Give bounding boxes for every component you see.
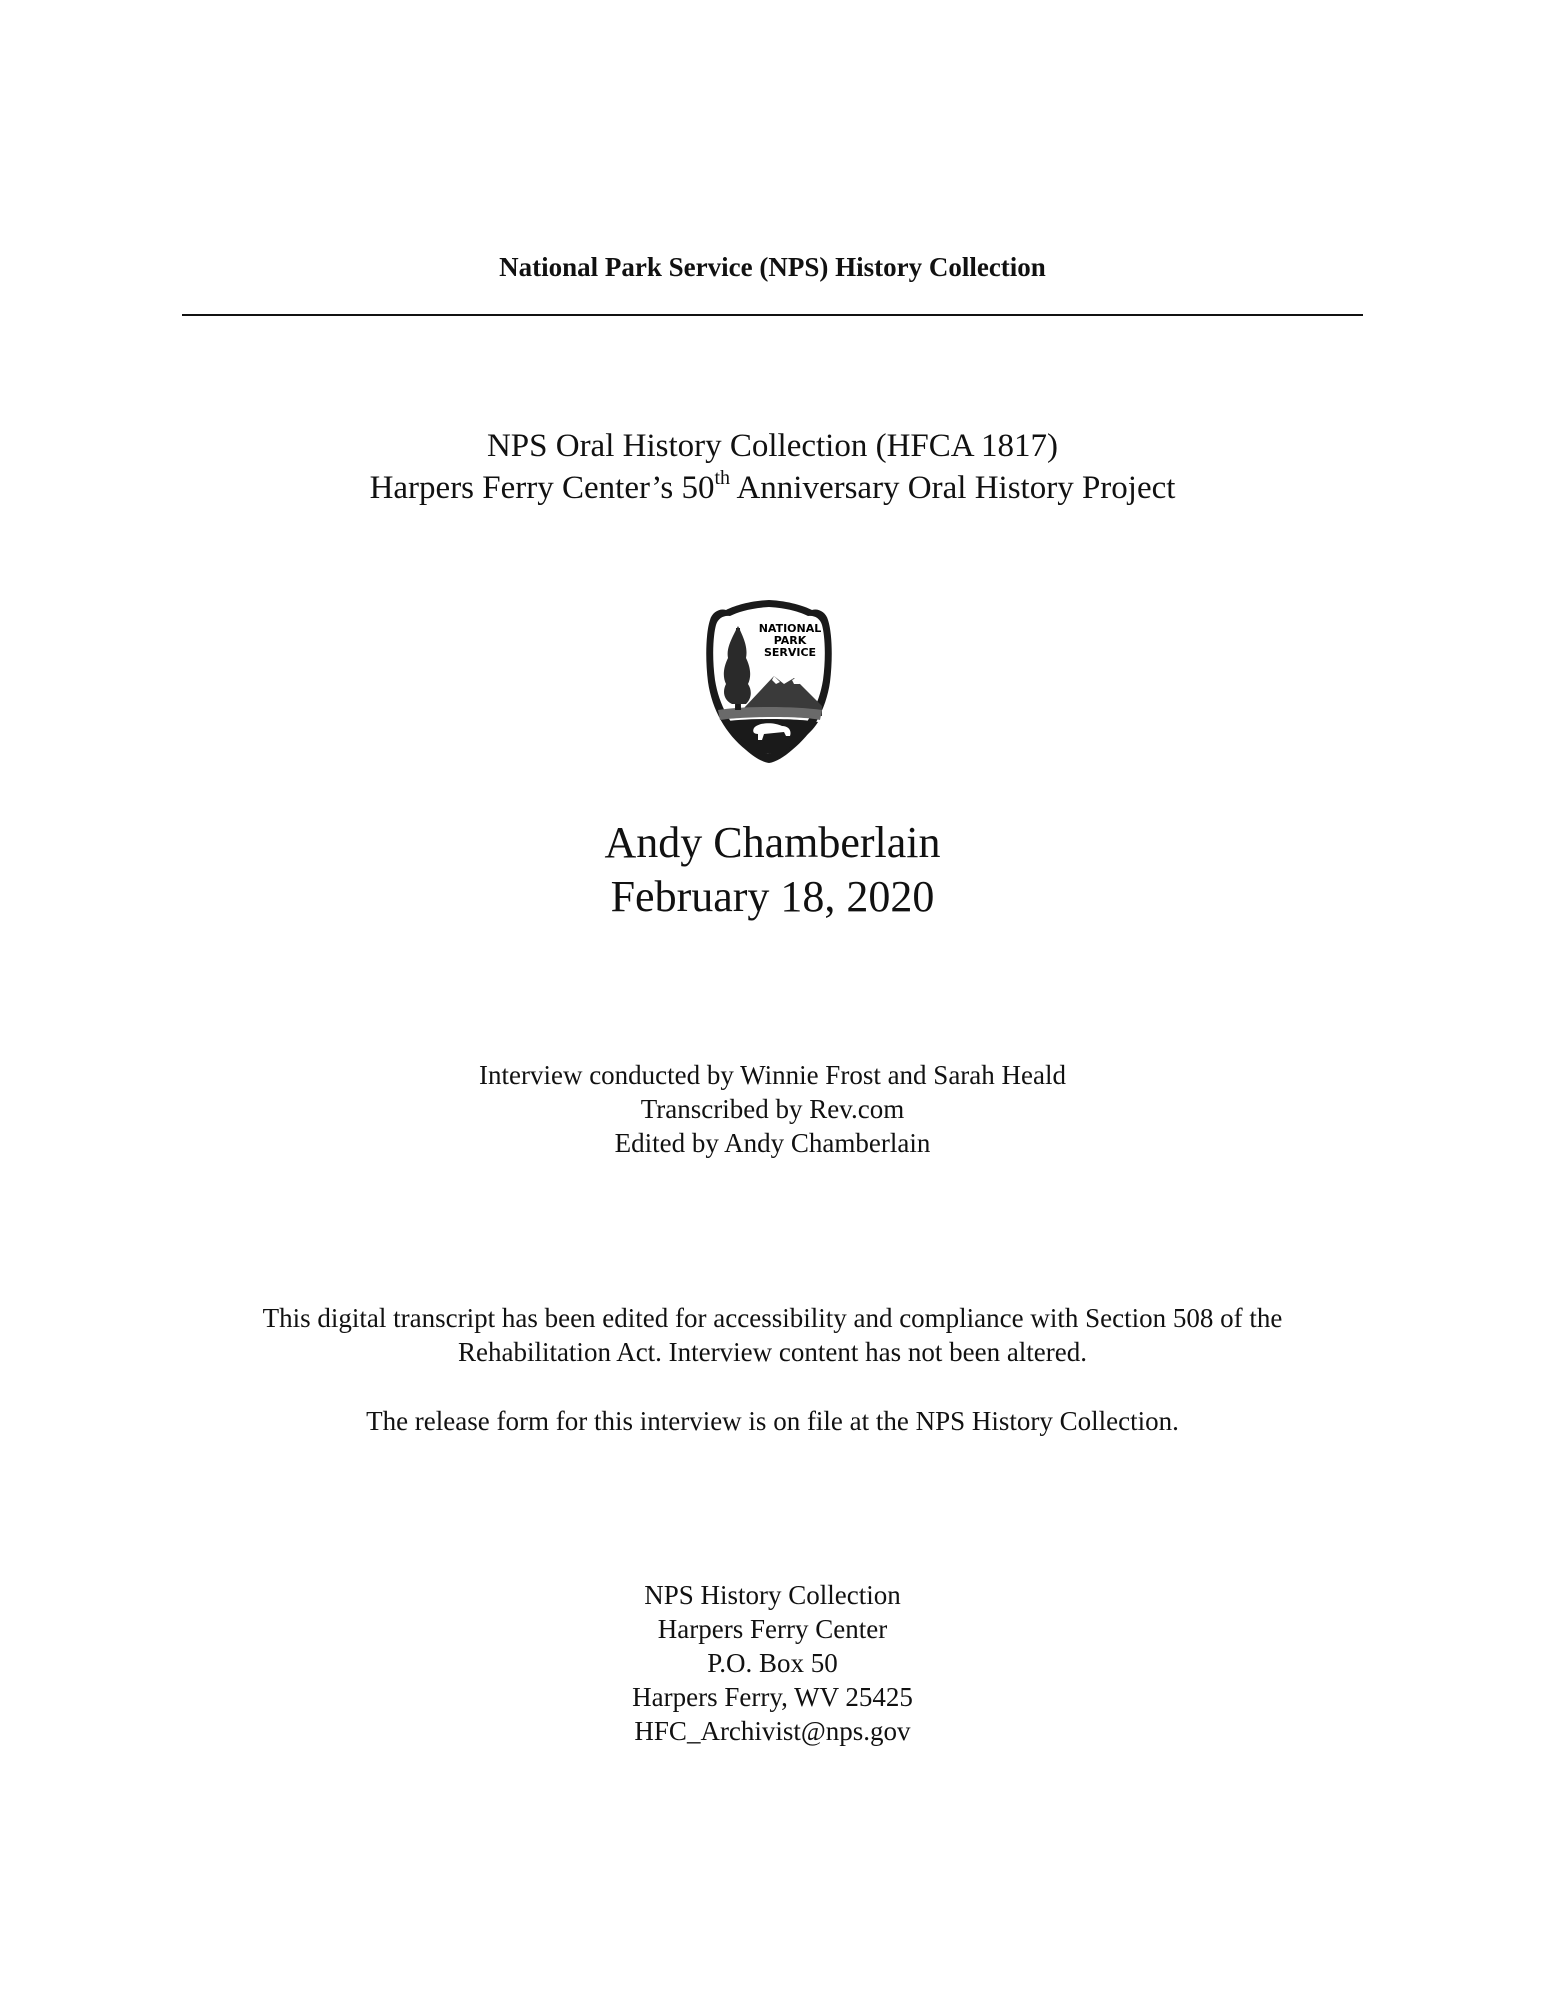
header-title: National Park Service (NPS) History Collection (499, 252, 1046, 282)
page-header (0, 250, 1545, 284)
address-line-2: Harpers Ferry Center (657, 1614, 888, 1644)
logo-text-service: SERVICE (763, 646, 817, 659)
release-text: The release form for this interview is on file at the NPS History Collection. (366, 1406, 1179, 1436)
credit-transcribed: Transcribed by Rev.com (640, 1094, 905, 1124)
collection-line-2-post: Anniversary Oral History Project (730, 470, 1176, 506)
accessibility-notice (0, 1301, 1545, 1369)
logo-text-park: PARK (773, 634, 807, 647)
address-line-4: Harpers Ferry, WV 25425 (632, 1682, 913, 1712)
header-divider (182, 314, 1363, 316)
collection-line-1: NPS Oral History Collection (HFCA 1817) (486, 428, 1059, 464)
credit-edited: Edited by Andy Chamberlain (614, 1128, 931, 1158)
release-notice (0, 1404, 1545, 1438)
collection-title (0, 425, 1545, 509)
interviewee-name: Andy Chamberlain (604, 818, 941, 867)
collection-line-2-sup: th (714, 467, 731, 489)
collection-line-2 (0, 467, 1545, 509)
address-block (0, 1578, 1545, 1748)
credit-conducted: Interview conducted by Winnie Frost and Sarah Heald (479, 1060, 1066, 1090)
accessibility-line-2: Rehabilitation Act. Interview content has not been altered. (457, 1337, 1088, 1367)
interviewee-block (0, 816, 1545, 924)
address-line-3: P.O. Box 50 (707, 1648, 838, 1678)
address-email: HFC_Archivist@nps.gov (634, 1716, 911, 1746)
interview-date: February 18, 2020 (610, 872, 935, 921)
address-line-1: NPS History Collection (644, 1580, 901, 1610)
collection-line-2-pre: Harpers Ferry Center’s 50 (369, 470, 715, 506)
logo-text-national: NATIONAL (758, 622, 822, 635)
nps-arrowhead-icon (704, 598, 834, 764)
accessibility-line-1: This digital transcript has been edited for accessibility and compliance with Section 508 of the (262, 1303, 1283, 1333)
credits-block (0, 1058, 1545, 1160)
